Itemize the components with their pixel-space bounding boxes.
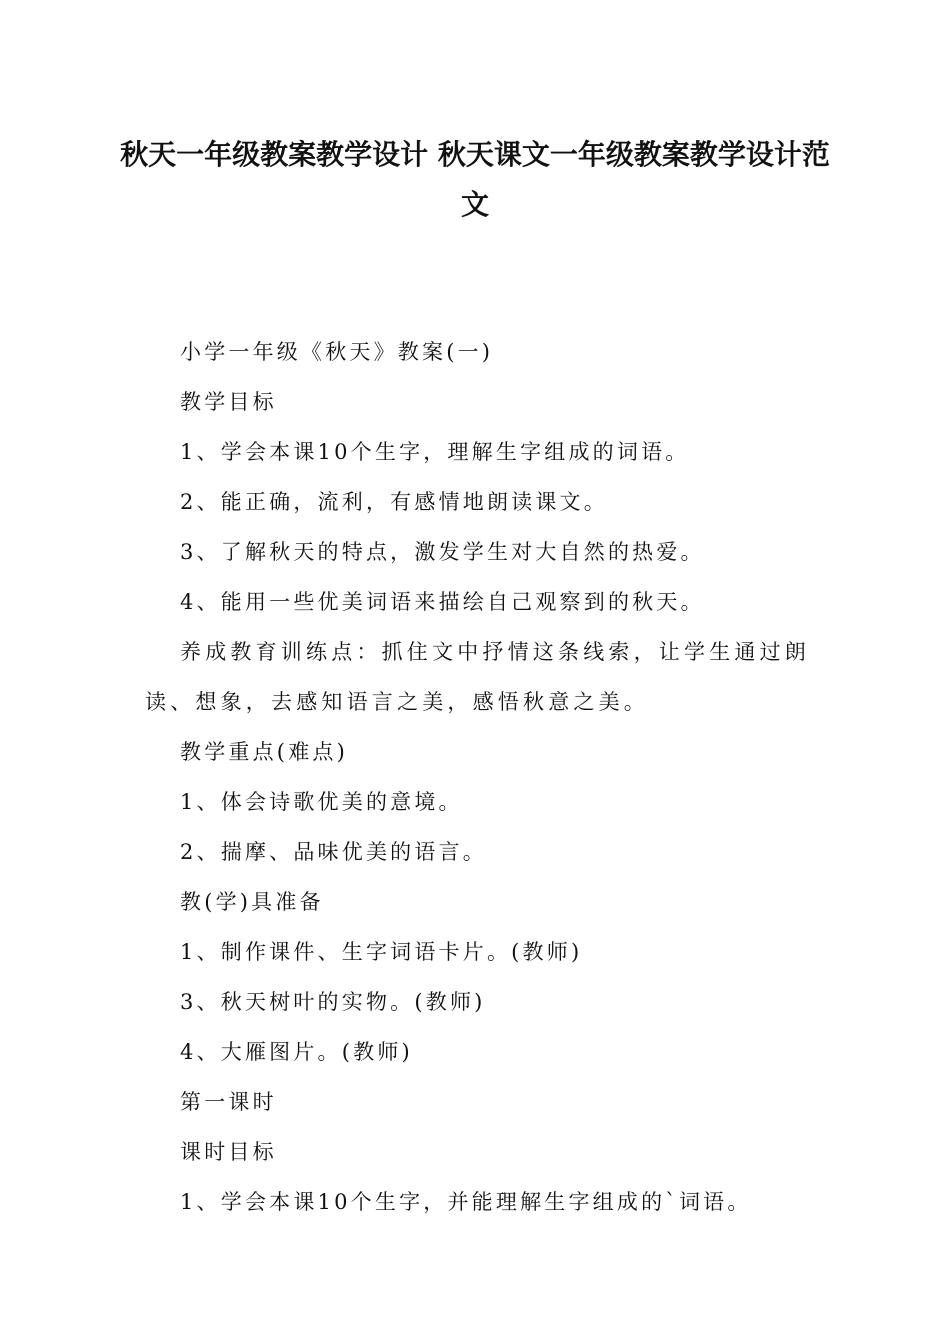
paragraph-teaching-goals-heading: 教学目标	[180, 390, 277, 414]
paragraph-lesson-goals-heading: 课时目标	[180, 1140, 277, 1164]
paragraph-material-4: 4、大雁图片。(教师)	[180, 1040, 413, 1064]
paragraph-key-point-2: 2、揣摩、品味优美的语言。	[180, 840, 487, 864]
paragraph-materials-heading: 教(学)具准备	[180, 890, 324, 914]
paragraph-key-point-1: 1、体会诗歌优美的意境。	[180, 790, 463, 814]
paragraph-goal-1: 1、学会本课10个生字，理解生字组成的词语。	[180, 440, 690, 464]
paragraph-goal-4: 4、能用一些优美词语来描绘自己观察到的秋天。	[180, 590, 705, 614]
paragraph-key-points-heading: 教学重点(难点)	[180, 740, 348, 764]
paragraph-lesson-goal-1: 1、学会本课10个生字，并能理解生字组成的`词语。	[180, 1190, 752, 1214]
paragraph-first-lesson-heading: 第一课时	[180, 1090, 277, 1114]
paragraph-goal-2: 2、能正确，流利，有感情地朗读课文。	[180, 490, 608, 514]
paragraph-goal-3: 3、了解秋天的特点，激发学生对大自然的热爱。	[180, 540, 705, 564]
document-body	[145, 327, 810, 1227]
paragraph-lesson-heading: 小学一年级《秋天》教案(一)	[180, 340, 494, 364]
paragraph-material-1: 1、制作课件、生字词语卡片。(教师)	[180, 940, 583, 964]
paragraph-material-3: 3、秋天树叶的实物。(教师)	[180, 990, 486, 1014]
paragraph-training-point: 养成教育训练点：抓住文中抒情这条线索，让学生通过朗读、想象，去感知语言之美，感悟秋意之美。	[145, 640, 810, 714]
document-title: 秋天一年级教案教学设计 秋天课文一年级教案教学设计范文	[120, 138, 830, 221]
